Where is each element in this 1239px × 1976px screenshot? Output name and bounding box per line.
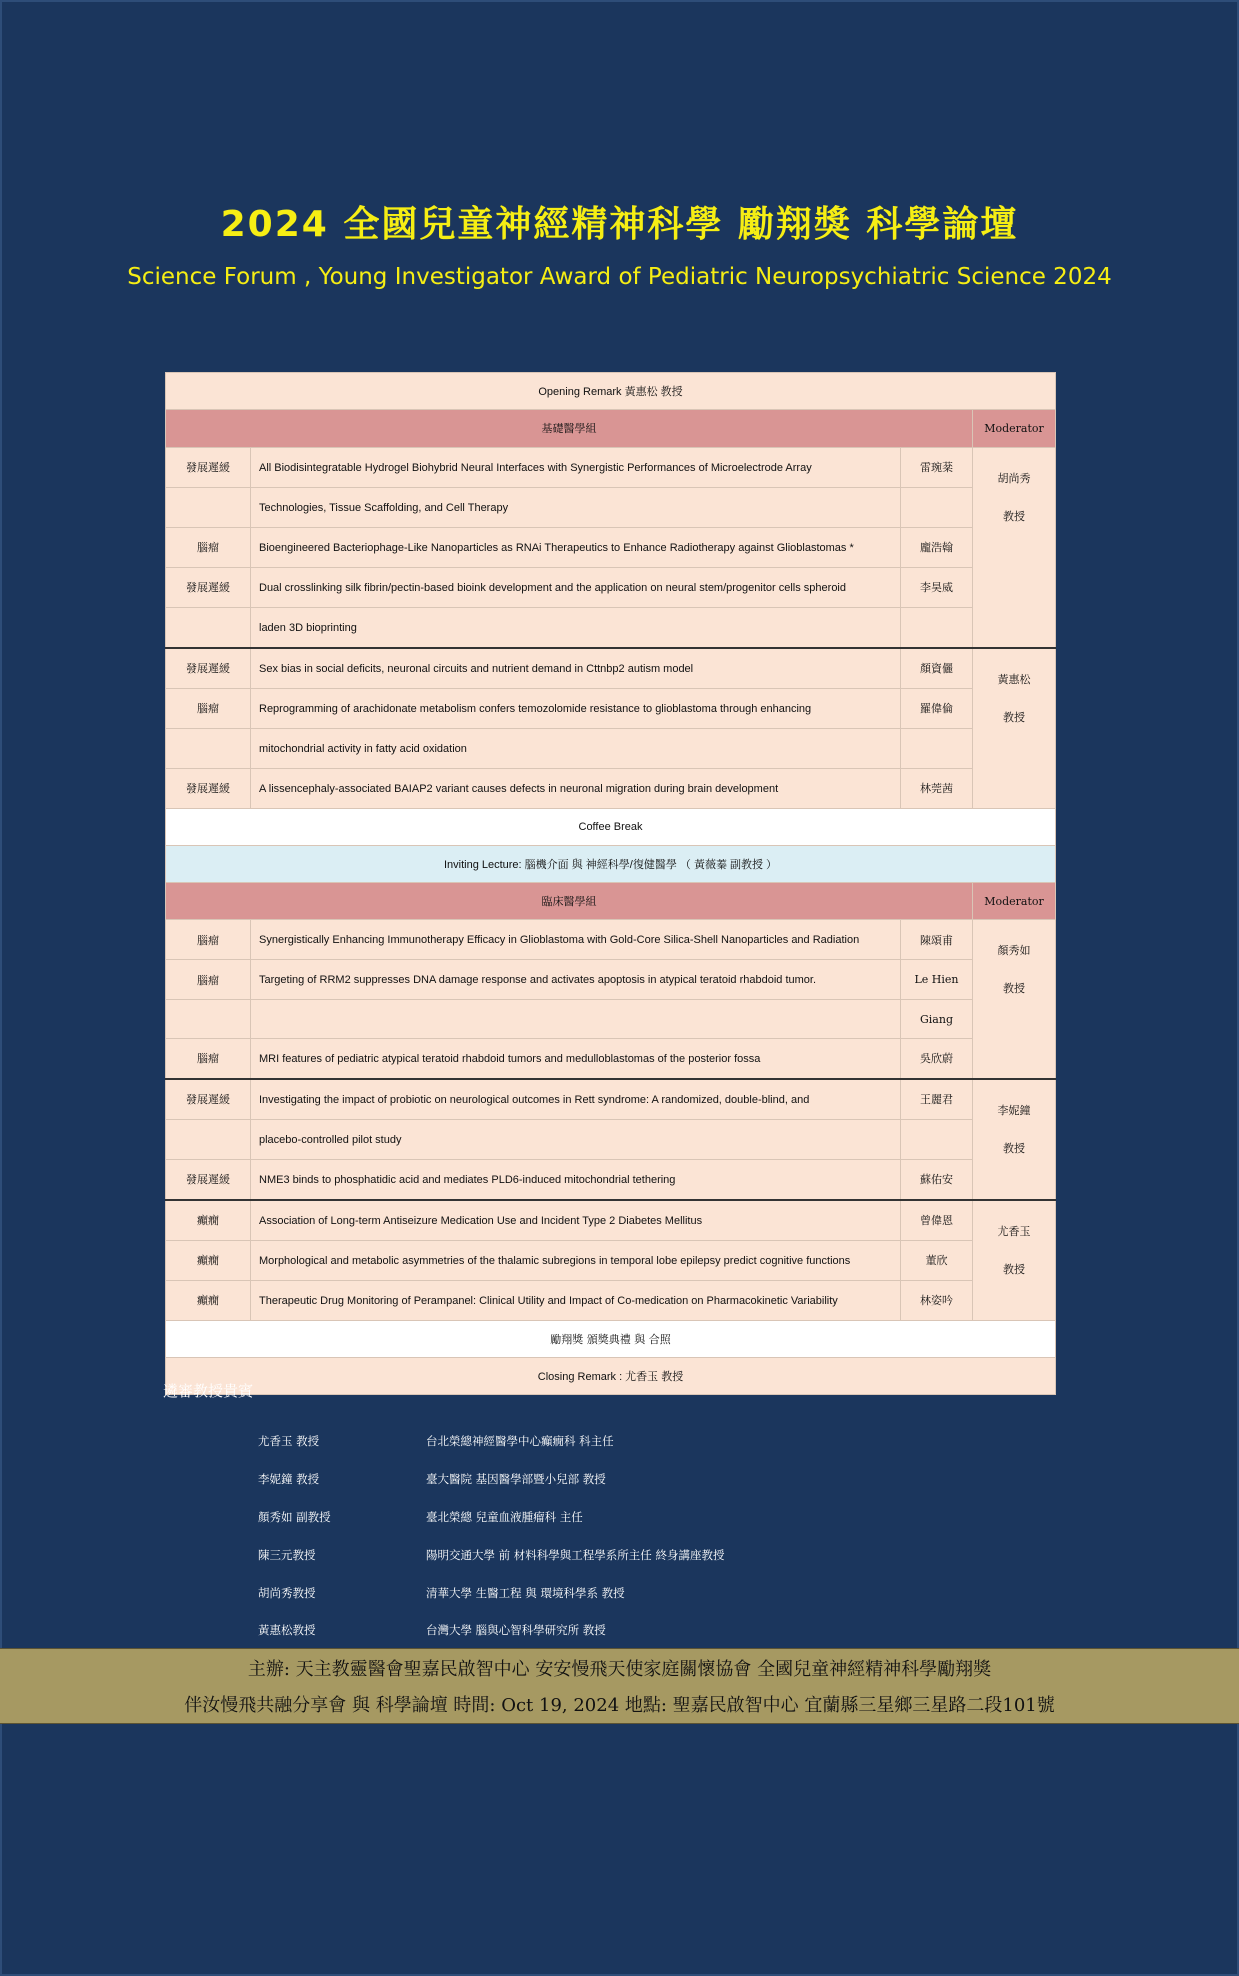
field-label: 癲癇 [166,1240,251,1280]
reviewer-name: 陳三元教授 [258,1548,316,1562]
reviewer-affiliation: 陽明交通大學 前 材料科學與工程學系所主任 終身講座教授 [426,1548,725,1562]
reviewer-affiliation: 臺北榮總 兒童血液腫瘤科 主任 [426,1510,583,1524]
basic-group-header [166,410,1056,447]
talk-title: Bioengineered Bacteriophage-Like Nanoparticles as RNAi Therapeutics to Enhance Radiotherapy against Glioblastomas * [251,527,901,567]
coffee-row [166,808,1056,845]
talk-title: MRI features of pediatric atypical teratoid rhabdoid tumors and medulloblastomas of the posterior fossa [251,1038,901,1079]
table-row [166,1000,1056,1038]
event-info-line: 伴汝慢飛共融分享會 與 科學論壇 時間: Oct 19, 2024 地點: 聖嘉民啟智中心 宜蘭縣三星鄉三星路二段101號 [184,1695,1055,1716]
talk-title: Morphological and metabolic asymmetries of the thalamic subregions in temporal lobe epilepsy predict cognitive functions [251,1240,901,1280]
table-row [166,728,1056,768]
field-label: 發展遲緩 [166,768,251,808]
field-label: 發展遲緩 [166,447,251,487]
moderator-name: 顏秀如 [997,944,1031,958]
table-row [166,648,1056,689]
coffee-break: Coffee Break [166,808,1056,845]
table-row [166,688,1056,728]
reviewer-affiliation: 台北榮總神經醫學中心癲癇科 科主任 [426,1434,614,1448]
table-row [166,527,1056,567]
lecture-row [166,845,1056,882]
inviting-lecture: Inviting Lecture: 腦機介面 與 神經科學/復健醫學 （ 黃薇蓁 副教授 ） [166,845,1056,882]
moderator-title: 教授 [1003,1262,1025,1276]
speaker-name: 董欣 [901,1240,973,1280]
moderator-title: 教授 [1003,509,1025,523]
talk-title-cont: laden 3D bioprinting [251,607,901,648]
schedule-table [165,372,1056,1395]
field-label: 發展遲緩 [166,567,251,607]
award-ceremony: 勵翔獎 頒獎典禮 與 合照 [166,1320,1056,1357]
speaker-name: 雷琬棻 [901,447,973,487]
talk-title: Reprogramming of arachidonate metabolism confers temozolomide resistance to glioblastoma through enhancing [251,688,901,728]
field-label: 發展遲緩 [166,648,251,689]
speaker-name: 龐浩翰 [901,527,973,567]
field-label: 腦瘤 [166,688,251,728]
speaker-name: 曾偉恩 [901,1200,973,1241]
moderator-cell [973,648,1056,809]
table-row [166,920,1056,960]
speaker-name: 蘇佑安 [901,1159,973,1200]
moderator-title: 教授 [1003,982,1025,996]
talk-title: A lissencephaly-associated BAIAP2 variant causes defects in neuronal migration during brain development [251,768,901,808]
talk-title: Therapeutic Drug Monitoring of Perampanel: Clinical Utility and Impact of Co-medication on Pharmacokinetic Variability [251,1280,901,1320]
table-row [166,447,1056,487]
table-row [166,607,1056,648]
field-label: 腦瘤 [166,960,251,1000]
talk-title: Association of Long-term Antiseizure Medication Use and Incident Type 2 Diabetes Mellitus [251,1200,901,1241]
speaker-name: 林莞茜 [901,768,973,808]
moderator-name: 李妮鐘 [997,1103,1031,1117]
moderator-name: 黃惠松 [997,672,1031,686]
moderator-name: 胡尚秀 [997,471,1031,485]
award-row [166,1320,1056,1357]
speaker-name: 羅偉倫 [901,688,973,728]
talk-title: All Biodisintegratable Hydrogel Biohybrid Neural Interfaces with Synergistic Performances of Microelectrode Array [251,447,901,487]
field-label: 發展遲緩 [166,1159,251,1200]
field-label: 腦瘤 [166,920,251,960]
talk-title: Synergistically Enhancing Immunotherapy Efficacy in Glioblastoma with Gold-Core Silica-Shell Nanoparticles and Radiation [251,920,901,960]
talk-title-cont: placebo-controlled pilot study [251,1119,901,1159]
table-row [166,960,1056,1000]
closing-row [166,1358,1056,1395]
speaker-name: 王麗君 [901,1079,973,1120]
moderator-cell [973,447,1056,648]
field-label: 癲癇 [166,1200,251,1241]
host-band [0,1648,1239,1724]
reviewer-name: 胡尚秀教授 [258,1586,316,1600]
speaker-name: Le Hien [901,960,973,1000]
table-row [166,1200,1056,1241]
clinical-group-label: 臨床醫學組 [166,883,973,920]
moderator-name: 尤香玉 [997,1224,1031,1238]
table-row [166,1280,1056,1320]
table-row [166,1079,1056,1120]
opening-row [166,373,1056,410]
reviewer-name: 李妮鐘 教授 [258,1472,320,1486]
talk-title: Sex bias in social deficits, neuronal circuits and nutrient demand in Cttnbp2 autism model [251,648,901,689]
moderator-cell [973,1200,1056,1321]
table-row [166,1159,1056,1200]
moderator-cell [973,1079,1056,1200]
host-line: 主辦: 天主教靈醫會聖嘉民啟智中心 安安慢飛天使家庭關懷協會 全國兒童神經精神科學勵翔獎 [247,1659,992,1680]
speaker-name: 顏資儷 [901,648,973,689]
table-row [166,487,1056,527]
field-label: 發展遲緩 [166,1079,251,1120]
reviewer-affiliation: 清華大學 生醫工程 與 環境科學系 教授 [426,1586,625,1600]
talk-title-cont: Technologies, Tissue Scaffolding, and Cell Therapy [251,487,901,527]
speaker-name: 陳頌甫 [901,920,973,960]
speaker-name: 李昊威 [901,567,973,607]
reviewer-affiliation: 臺大醫院 基因醫學部暨小兒部 教授 [426,1472,606,1486]
title-chinese: 2024 全國兒童神經精神科學 勵翔獎 科學論壇 [220,204,1019,245]
reviewer-name: 顏秀如 副教授 [258,1510,331,1524]
speaker-name: 吳欣蔚 [901,1038,973,1079]
talk-title: NME3 binds to phosphatidic acid and mediates PLD6-induced mitochondrial tethering [251,1159,901,1200]
talk-title: Dual crosslinking silk fibrin/pectin-based bioink development and the application on neural stem/progenitor cells spheroid [251,567,901,607]
talk-title-cont: mitochondrial activity in fatty acid oxidation [251,728,901,768]
opening-remark: Opening Remark 黃惠松 教授 [166,373,1056,410]
table-row [166,768,1056,808]
closing-remark: Closing Remark : 尤香玉 教授 [166,1358,1056,1395]
moderator-title: 教授 [1003,710,1025,724]
talk-title: Investigating the impact of probiotic on neurological outcomes in Rett syndrome: A randomized, double-blind, and [251,1079,901,1120]
reviewers-heading: 遴審教授貴賓 [163,1382,254,1400]
field-label: 腦瘤 [166,1038,251,1079]
reviewer-affiliation: 台灣大學 腦與心智科學研究所 教授 [426,1623,606,1637]
field-label: 腦瘤 [166,527,251,567]
moderator-label: Moderator [973,883,1056,920]
table-row [166,1119,1056,1159]
moderator-title: 教授 [1003,1141,1025,1155]
table-row [166,567,1056,607]
title-english: Science Forum , Young Investigator Award of Pediatric Neuropsychiatric Science 2024 [127,264,1112,290]
reviewer-name: 黃惠松教授 [258,1623,316,1637]
moderator-cell [973,920,1056,1079]
speaker-name-cont: Giang [901,1000,973,1038]
table-row [166,1038,1056,1079]
basic-group-label: 基礎醫學組 [166,410,973,447]
talk-title: Targeting of RRM2 suppresses DNA damage response and activates apoptosis in atypical teratoid rhabdoid tumor. [251,960,901,1000]
moderator-label: Moderator [973,410,1056,447]
speaker-name: 林姿吟 [901,1280,973,1320]
reviewer-name: 尤香玉 教授 [258,1434,320,1448]
clinical-group-header [166,883,1056,920]
field-label: 癲癇 [166,1280,251,1320]
table-row [166,1240,1056,1280]
